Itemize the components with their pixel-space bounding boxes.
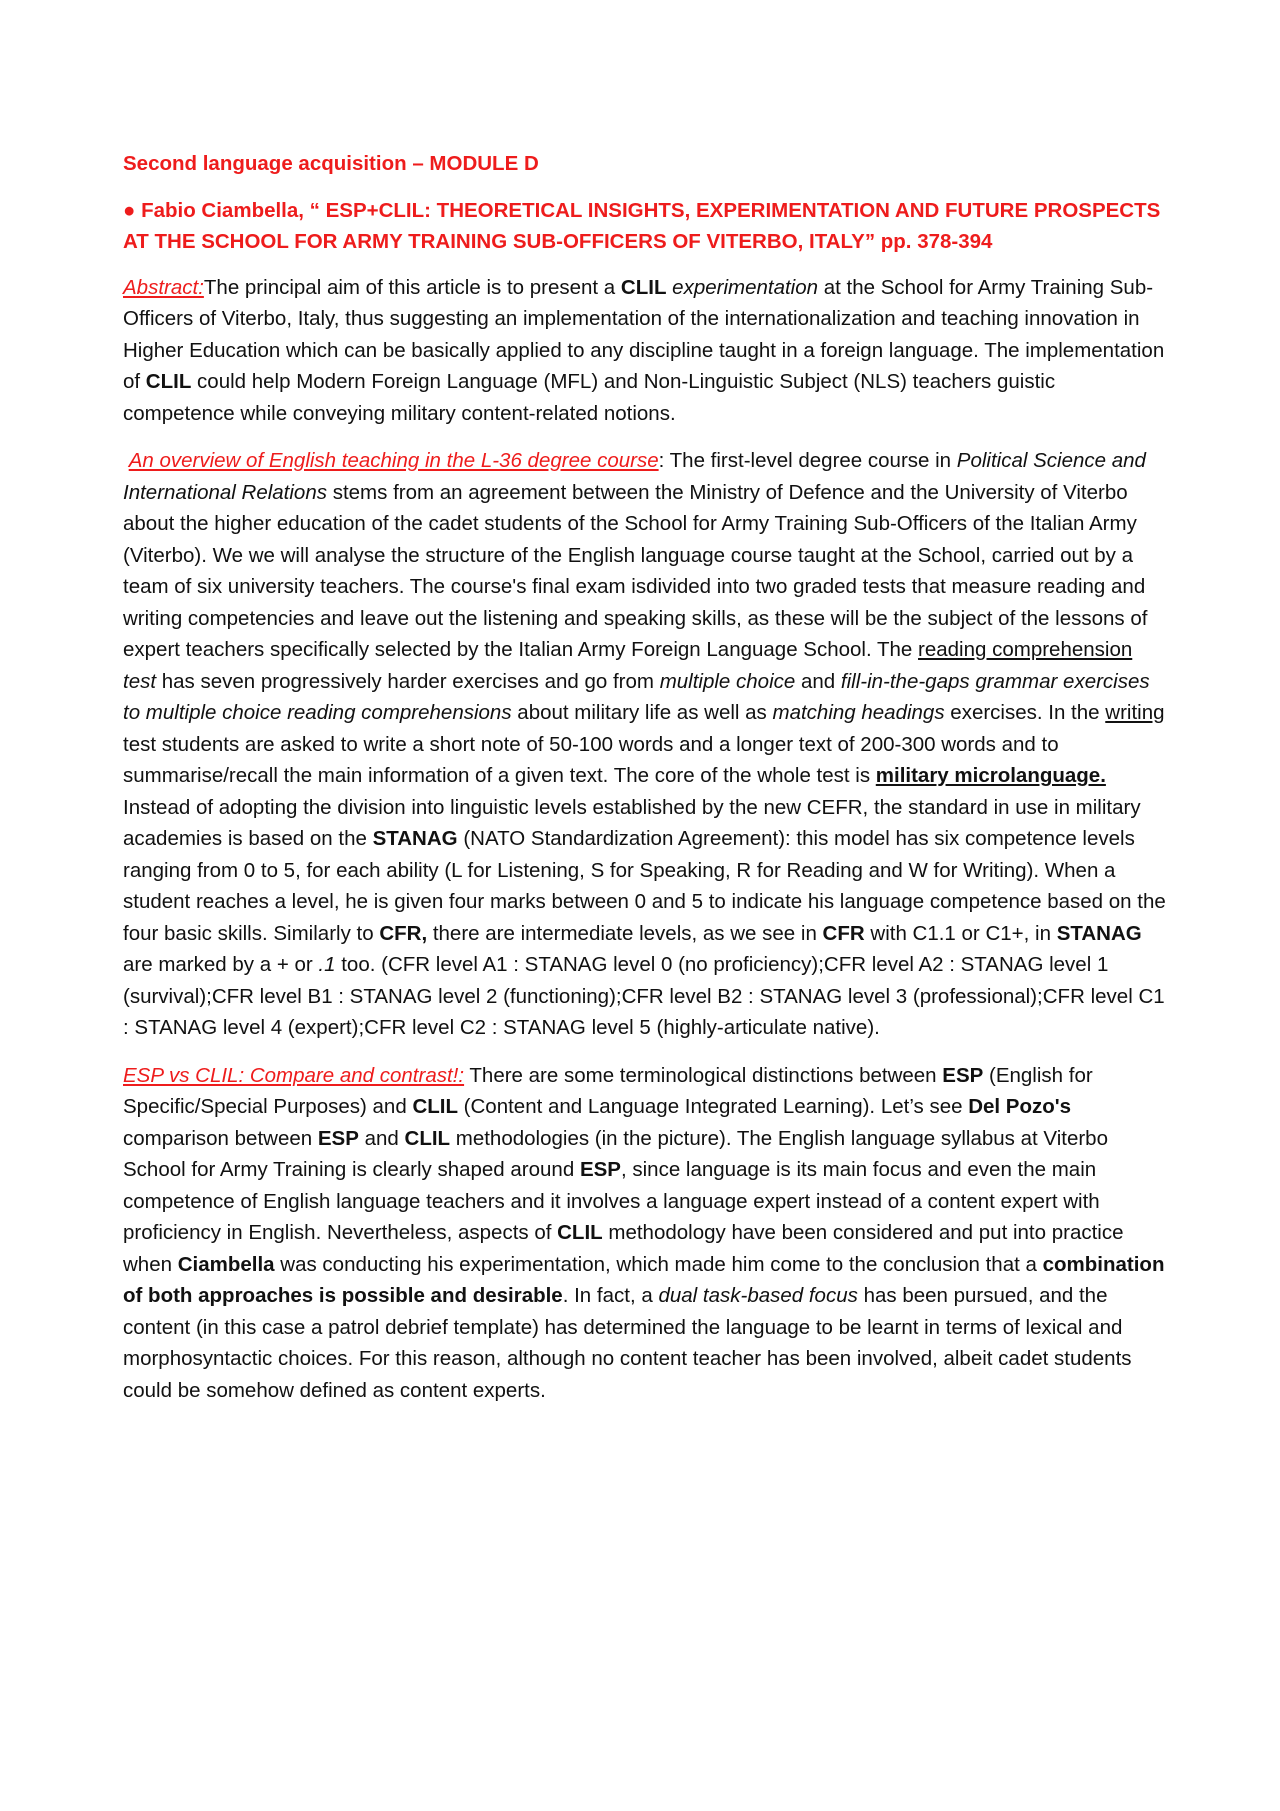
text-run: (English for Specific/Special Purposes) and <box>123 1063 1093 1118</box>
text-run: (Content and Language Integrated Learning). Let’s see <box>457 1095 969 1118</box>
italic-term: matching headings <box>772 701 945 724</box>
bold-term: ESP <box>579 1158 621 1181</box>
bold-underlined-term: military microlanguage. <box>875 764 1106 787</box>
bold-term: combination of both approaches is possible and desirable <box>123 1252 1165 1307</box>
article-reference: ● Fabio Ciambella, “ ESP+CLIL: THEORETICAL INSIGHTS, EXPERIMENTATION AND FUTURE PROSPECTS AT THE SCHOOL FOR ARMY TRAINING SUB-OFFICERS OF VITERBO, ITALY” pp. 378-394 <box>123 198 1161 253</box>
italic-term: experimentation <box>672 275 819 299</box>
italic-term: dual task-based focus <box>658 1284 858 1307</box>
bold-term: CFR <box>822 921 865 945</box>
text-run: with C1.1 or C1+, in <box>864 921 1057 945</box>
text-run: there are intermediate levels, as we see in <box>427 921 823 945</box>
bold-term: CLIL <box>145 370 192 393</box>
bold-term: STANAG <box>372 827 458 850</box>
italic-term: multiple choice <box>659 669 796 693</box>
text-run: There are some terminological distinctions between <box>464 1063 943 1087</box>
bold-term: CLIL <box>412 1095 458 1118</box>
overview-paragraph <box>123 445 1169 1044</box>
bold-term: Ciambella <box>177 1252 275 1276</box>
bold-term: CLIL <box>404 1126 451 1150</box>
text-run: and <box>358 1126 405 1150</box>
italic-term: Political Science and International Relations <box>123 449 1146 504</box>
italic-term: test <box>123 669 157 693</box>
text-run: too. (CFR level A1 : STANAG level 0 (no proficiency);CFR level A2 : STANAG level 1 (survival);CFR level B1 : STANAG level 2 (functioning);CFR level B2 : STANAG level 3 (professional);CFR level C1 : STANAG level 4 (expert);CFR level C2 : STANAG level 5 (highly-articulate native). <box>123 953 1165 1039</box>
text-run: , since language is its main focus and even the main competence of English language teachers and it involves a language expert instead of a content expert with proficiency in English. Nevertheless, aspects of <box>123 1158 1100 1244</box>
text-run: has seven progressively harder exercises and go from <box>156 669 660 693</box>
abstract-paragraph <box>123 272 1169 430</box>
text-run: comparison between <box>123 1126 318 1150</box>
text-run: (NATO Standardization Agreement): this model has six competence levels ranging from 0 to 5, for each ability (L for Listening, S for Speaking, R for Reading and W for Writing). When a student reaches a level, he is given four marks between 0 and 5 to indicate his language competence based on the four basic skills. Similarly to <box>123 827 1166 945</box>
compare-heading: ESP vs CLIL: Compare and contrast!: <box>123 1063 465 1087</box>
text-run: The principal aim of this article is to present a <box>203 275 621 299</box>
italic-term: fill-in-the-gaps grammar exercises to multiple choice reading comprehensions <box>123 669 1150 724</box>
text-run: was conducting his experimentation, which made him come to the conclusion that a <box>274 1252 1043 1276</box>
overview-heading: An overview of English teaching in the L-36 degree course <box>128 449 659 472</box>
text-run: . In fact, a <box>562 1284 659 1307</box>
text-run: : The first-level degree course in <box>658 449 957 472</box>
underlined-term: writing <box>1105 701 1165 724</box>
text-run: methodologies (in the picture). The English language syllabus at Viterbo School for Army Training is clearly shaped around <box>123 1126 1108 1181</box>
text-run: has been pursued, and the content (in this case a patrol debrief template) has determined the language to be learnt in terms of lexical and morphosyntactic choices. For this reason, although no content teacher has been involved, albeit cadet students could be somehow defined as content experts. <box>123 1284 1132 1402</box>
bold-term: ESP <box>942 1063 984 1087</box>
text-run: and <box>795 669 841 693</box>
text-run: stems from an agreement between the Ministry of Defence and the University of Viterbo about the higher education of the cadet students of the School for Army Training Sub-Officers of the Italian Army (Viterbo). We we will analyse the structure of the English language course taught at the School, carried out by a team of six university teachers. The course's final exam isdivided into two graded tests that measure reading and writing competencies and leave out the listening and speaking skills, as these will be the subject of the lessons of expert teachers specifically selected by the Italian Army Foreign Language School. The <box>123 480 1148 661</box>
text-run: test students are asked to write a short note of 50-100 words and a longer text of 200-300 words and to summarise/recall the main information of a given text. The core of the whole test is <box>123 732 1059 787</box>
bold-term: CLIL <box>620 275 667 299</box>
bold-term: Del Pozo's <box>968 1095 1072 1118</box>
bold-term: CLIL <box>557 1221 603 1244</box>
text-run: could help Modern Foreign Language (MFL) and Non-Linguistic Subject (NLS) teachers guistic competence while conveying military content-related notions. <box>123 370 1056 425</box>
text-run: Instead of adopting the division into linguistic levels established by the new CEFR, the standard in use in military academies is based on the <box>123 795 1141 850</box>
italic-term: .1 <box>318 953 336 976</box>
text-run: at the School for Army Training Sub-Officers of Viterbo, Italy, thus suggesting an implementation of the internationalization and teaching innovation in Higher Education which can be basically applied to any discipline taught in a foreign language. The implementation of <box>123 275 1165 393</box>
underlined-term: reading comprehension <box>918 638 1133 661</box>
text-run: are marked by a + or <box>123 953 319 976</box>
bold-term: CFR, <box>379 921 428 945</box>
compare-paragraph <box>123 1060 1169 1407</box>
bold-term: STANAG <box>1056 921 1142 945</box>
page-title: Second language acquisition – MODULE D <box>123 152 539 175</box>
text-run: methodology have been considered and put into practice when <box>123 1221 1124 1276</box>
text-run: about military life as well as <box>511 701 773 724</box>
abstract-heading: Abstract: <box>123 275 204 299</box>
bold-term: ESP <box>317 1126 359 1150</box>
document-page <box>123 148 1169 1422</box>
text-run: exercises. In the <box>944 701 1106 724</box>
